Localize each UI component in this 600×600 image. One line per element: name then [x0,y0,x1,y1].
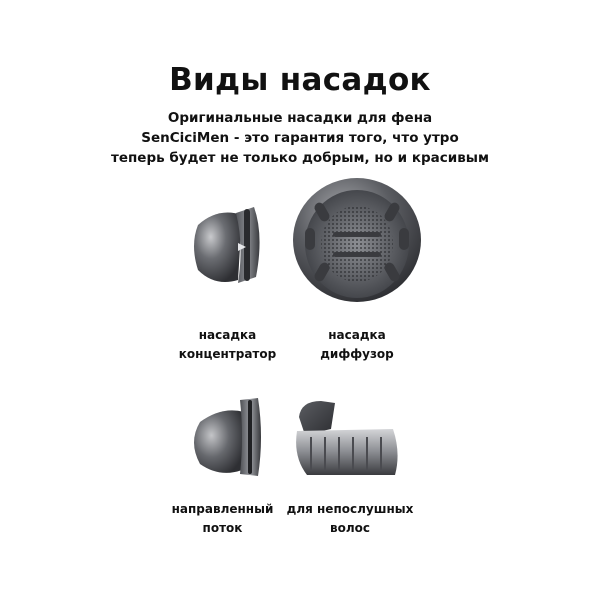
subtitle-line: теперь будет не только добрым, но и красивым [111,150,489,166]
directed-flow-caption [160,500,285,538]
concentrator-caption [165,326,290,364]
unruly-hair-caption [285,500,415,538]
directed-flow-nozzle-icon [182,392,282,482]
caption-line: волос [330,521,370,535]
caption-line: насадка [328,328,386,342]
subtitle-line: Оригинальные насадки для фена [167,110,433,126]
caption-line: поток [202,521,243,535]
caption-line: концентратор [178,347,277,361]
caption-line: направленный [171,502,274,516]
subtitle-line: SenCiciMen - это гарантия того, что утро [141,130,459,146]
diffuser-nozzle-icon [287,170,427,310]
concentrator-nozzle-icon [180,195,280,295]
unruly-hair-nozzle-icon [285,395,405,485]
page-subtitle [100,108,500,168]
caption-line: насадка [198,328,257,342]
diffuser-caption [292,326,422,364]
caption-line: диффузор [320,347,394,361]
caption-line: для непослушных [286,502,414,516]
page-title: Виды насадок [169,62,431,98]
